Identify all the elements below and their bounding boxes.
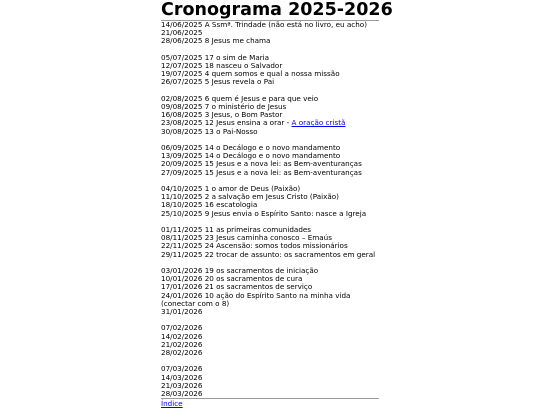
schedule-entry-text: 26/07/2025 5 Jesus revela o Pai <box>161 77 275 87</box>
page <box>161 0 393 408</box>
schedule-entry-text: 31/01/2026 <box>161 307 203 317</box>
schedule-entry-text: 19/07/2025 4 quem somos e qual a nossa missão <box>161 69 340 79</box>
schedule-entry-text: 28/03/2026 <box>161 389 203 399</box>
page-title: Cronograma 2025-2026 <box>161 0 393 20</box>
schedule-entry-text: 16/08/2025 3 Jesus, o Bom Pastor <box>161 110 283 120</box>
month-group <box>161 226 379 259</box>
schedule-entry <box>161 390 379 398</box>
index-link[interactable]: Índice <box>161 399 183 408</box>
schedule-entry-text: 13/09/2025 14 o Decálogo e o novo mandamento <box>161 151 341 161</box>
schedule-entry-text: 30/08/2025 13 o Pai-Nosso <box>161 126 258 136</box>
schedule-entry-text: 17/01/2026 21 os sacramentos de serviço <box>161 282 313 292</box>
schedule-entry-text: 23/08/2025 12 Jesus ensina a orar - <box>161 118 292 128</box>
schedule-entry <box>161 210 379 218</box>
schedule-entry-text: 03/01/2026 19 os sacramentos de iniciação <box>161 266 319 275</box>
schedule-entry <box>161 78 379 86</box>
schedule-entry-text: 21/03/2026 <box>161 380 203 390</box>
schedule-entry-text: 14/06/2025 A Ssmª. Trindade (não está no livro, eu acho) <box>161 20 367 29</box>
schedule-entry <box>161 251 379 259</box>
schedule-entry <box>161 37 379 45</box>
schedule-entry-text: 20/09/2025 15 Jesus e a nova lei: as Bem-aventuranças <box>161 159 362 169</box>
schedule-entry-text: 22/11/2025 24 Ascensão: somos todos missionários <box>161 241 348 251</box>
schedule-list <box>161 21 379 398</box>
schedule-entry-text: 08/11/2025 23 Jesus caminha conosco – Emaús <box>161 233 332 243</box>
schedule-entry <box>161 308 379 316</box>
schedule-entry-text: 24/01/2026 10 ação do Espírito Santo na minha vida (conectar com o 8) <box>161 290 351 308</box>
schedule-entry-text: 06/09/2025 14 o Decálogo e o novo mandamento <box>161 143 341 152</box>
schedule-entry <box>161 292 379 308</box>
schedule-entry-text: 04/10/2025 1 o amor de Deus (Paixão) <box>161 184 301 193</box>
schedule-entry-text: 25/10/2025 9 Jesus envia o Espírito Santo: nasce a Igreja <box>161 208 367 218</box>
schedule-entry <box>161 349 379 357</box>
month-group <box>161 365 379 398</box>
schedule-entry-text: 12/07/2025 18 nasceu o Salvador <box>161 61 283 70</box>
schedule-entry-text: 14/03/2026 <box>161 372 203 382</box>
schedule-entry-text: 09/08/2025 7 o ministério de Jesus <box>161 102 287 111</box>
schedule-entry-text: 07/02/2026 <box>161 323 203 333</box>
schedule-entry-text: 28/02/2026 <box>161 348 203 358</box>
footer <box>161 399 379 408</box>
month-group <box>161 21 379 46</box>
schedule-entry-text: 02/08/2025 6 quem é Jesus e para que veio <box>161 93 319 103</box>
schedule-entry-text: 05/07/2025 17 o sim de Maria <box>161 52 270 62</box>
schedule-entry-text: 27/09/2025 15 Jesus e a nova lei: as Bem-aventuranças <box>161 167 362 177</box>
month-group <box>161 95 379 136</box>
schedule-entry-text: 01/11/2025 11 as primeiras comunidades <box>161 225 312 234</box>
month-group <box>161 267 379 316</box>
schedule-entry-text: 07/03/2026 <box>161 364 203 374</box>
schedule-entry-text: 10/01/2026 20 os sacramentos de cura <box>161 274 303 284</box>
schedule-entry-text: 21/02/2026 <box>161 339 203 349</box>
schedule-entry <box>161 128 379 136</box>
month-group <box>161 144 379 177</box>
schedule-entry-text: 28/06/2025 8 Jesus me chama <box>161 36 271 46</box>
schedule-entry <box>161 169 379 177</box>
schedule-entry-text: 11/10/2025 2 a salvação em Jesus Cristo (Paixão) <box>161 192 339 202</box>
schedule-entry-text: 18/10/2025 16 escatologia <box>161 200 258 210</box>
schedule-entry-text: 29/11/2025 22 trocar de assunto: os sacramentos em geral <box>161 249 376 259</box>
schedule-entry-text: 14/02/2026 <box>161 331 203 341</box>
month-group <box>161 324 379 357</box>
month-group <box>161 185 379 218</box>
oracao-crista-link[interactable]: A oração cristã <box>291 118 346 128</box>
month-group <box>161 54 379 87</box>
schedule-entry-text: 21/06/2025 <box>161 28 203 38</box>
